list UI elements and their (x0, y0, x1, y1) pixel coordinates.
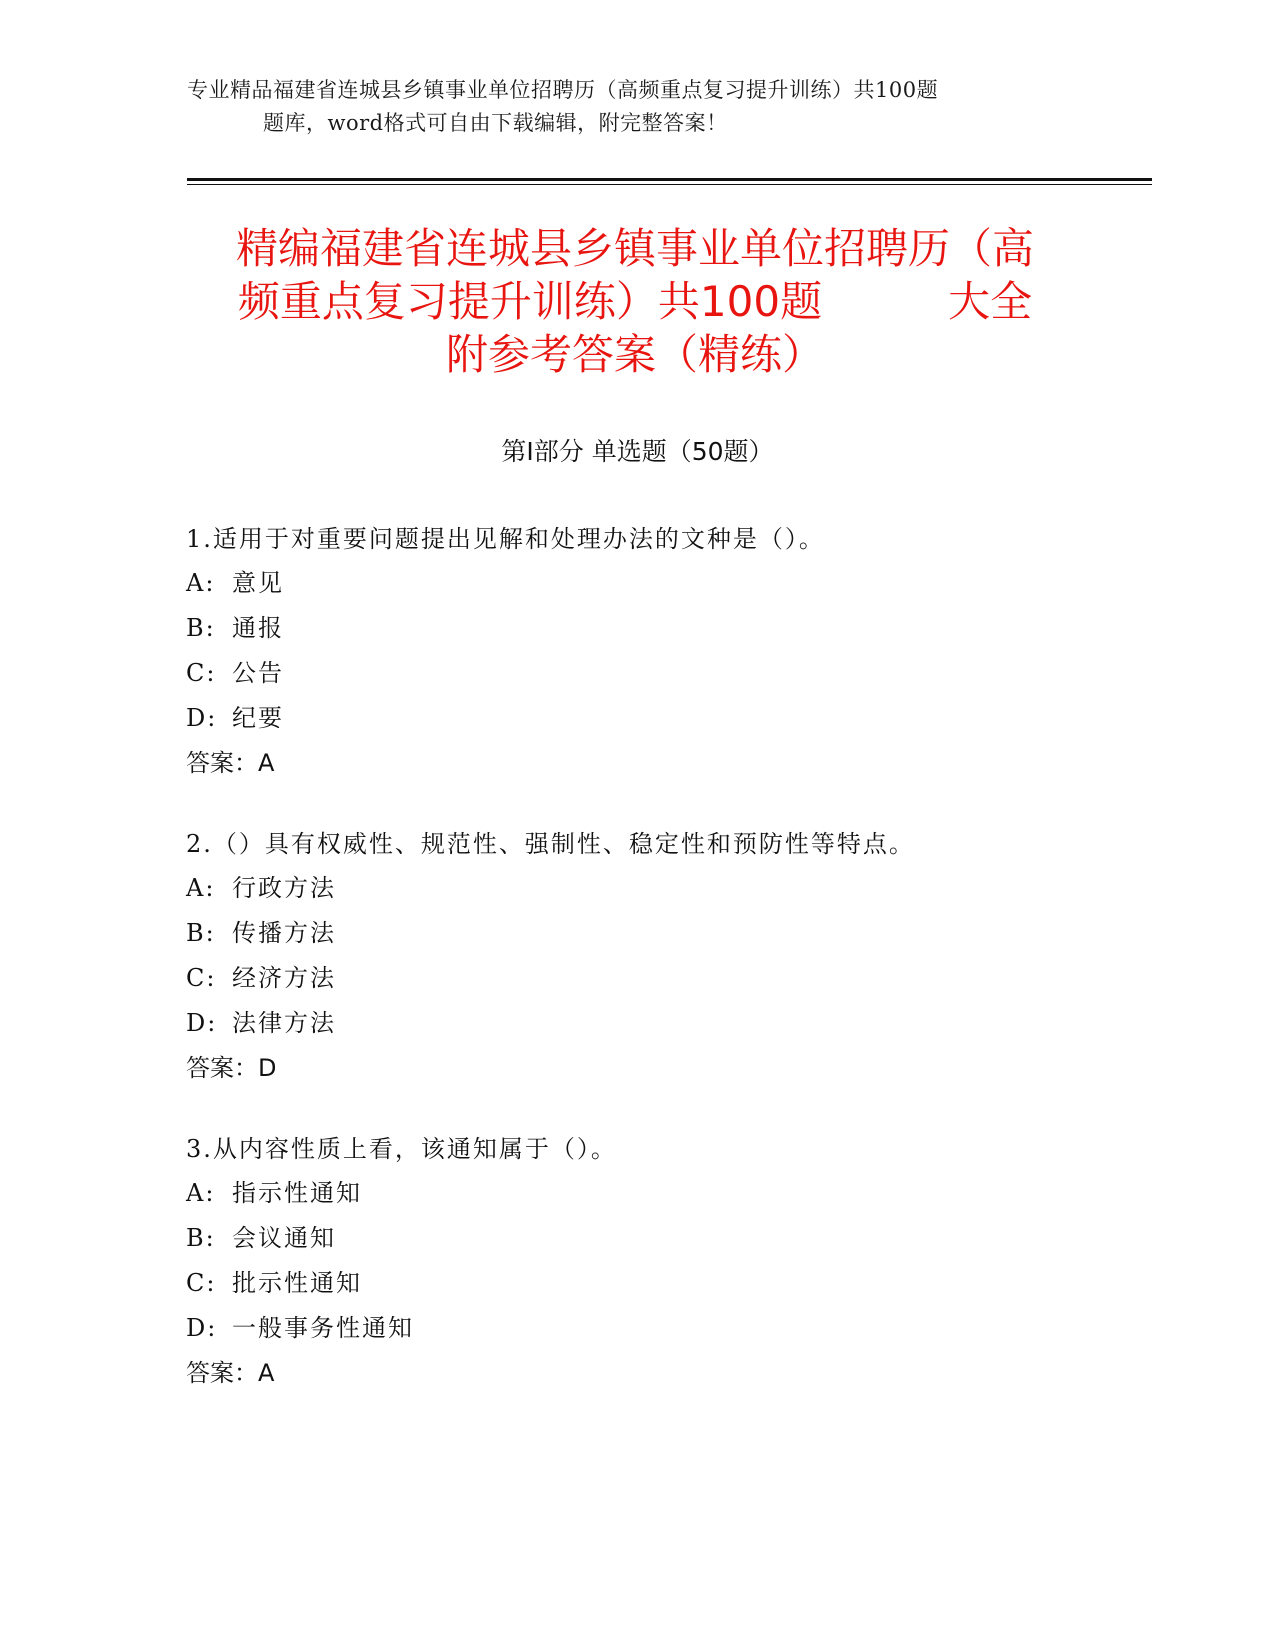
answer: 答案：A (186, 1359, 275, 1387)
question-2 (186, 827, 1146, 1085)
option-text: 通报 (232, 614, 284, 642)
option-key: A: (186, 874, 216, 902)
option-a (186, 1176, 1146, 1221)
option-c (186, 656, 1146, 701)
option-text: 指示性通知 (232, 1179, 362, 1207)
header-rule-thick (187, 178, 1152, 181)
header-note-line-1: 专业精品福建省连城县乡镇事业单位招聘历（高频重点复习提升训练）共100题 (187, 78, 939, 102)
option-d (186, 1006, 1146, 1051)
option-text: 传播方法 (232, 919, 336, 947)
header-note (187, 74, 1067, 140)
option-text: 意见 (232, 569, 284, 597)
option-a (186, 566, 1146, 611)
title-line-2: 频重点复习提升训练）共100题 大全 (237, 277, 1033, 326)
option-text: 公告 (232, 659, 284, 687)
question-1 (186, 522, 1146, 780)
option-text: 法律方法 (232, 1009, 336, 1037)
option-text: 会议通知 (232, 1224, 336, 1252)
option-key: B: (186, 919, 216, 947)
option-d (186, 1311, 1146, 1356)
option-key: C: (186, 659, 217, 687)
question-stem: 1.适用于对重要问题提出见解和处理办法的文种是（）。 (186, 525, 825, 553)
option-text: 经济方法 (232, 964, 336, 992)
option-key: B: (186, 614, 216, 642)
option-key: C: (186, 964, 217, 992)
document-title (195, 222, 1075, 381)
answer: 答案：A (186, 749, 275, 777)
section-heading: 第Ⅰ部分 单选题（50题） (501, 437, 774, 466)
header-rule-thin (187, 184, 1152, 185)
question-stem: 3.从内容性质上看，该通知属于（）。 (186, 1135, 617, 1163)
title-line-3: 附参考答案（精练） (445, 330, 824, 379)
option-key: D: (186, 1009, 218, 1037)
option-key: D: (186, 704, 218, 732)
title-line-1: 精编福建省连城县乡镇事业单位招聘历（高 (235, 224, 1034, 273)
question-3 (186, 1132, 1146, 1390)
option-b (186, 916, 1146, 961)
header-note-line-2: 题库，word格式可自由下载编辑，附完整答案！ (263, 111, 728, 135)
option-text: 批示性通知 (232, 1269, 362, 1297)
option-text: 纪要 (232, 704, 284, 732)
option-d (186, 701, 1146, 746)
option-key: C: (186, 1269, 217, 1297)
option-c (186, 961, 1146, 1006)
question-stem: 2.（）具有权威性、规范性、强制性、稳定性和预防性等特点。 (186, 830, 915, 858)
option-b (186, 1221, 1146, 1266)
answer: 答案：D (186, 1054, 277, 1082)
option-text: 一般事务性通知 (232, 1314, 414, 1342)
option-text: 行政方法 (232, 874, 336, 902)
option-b (186, 611, 1146, 656)
option-key: A: (186, 569, 216, 597)
option-a (186, 871, 1146, 916)
option-key: B: (186, 1224, 216, 1252)
option-key: D: (186, 1314, 218, 1342)
option-c (186, 1266, 1146, 1311)
option-key: A: (186, 1179, 216, 1207)
